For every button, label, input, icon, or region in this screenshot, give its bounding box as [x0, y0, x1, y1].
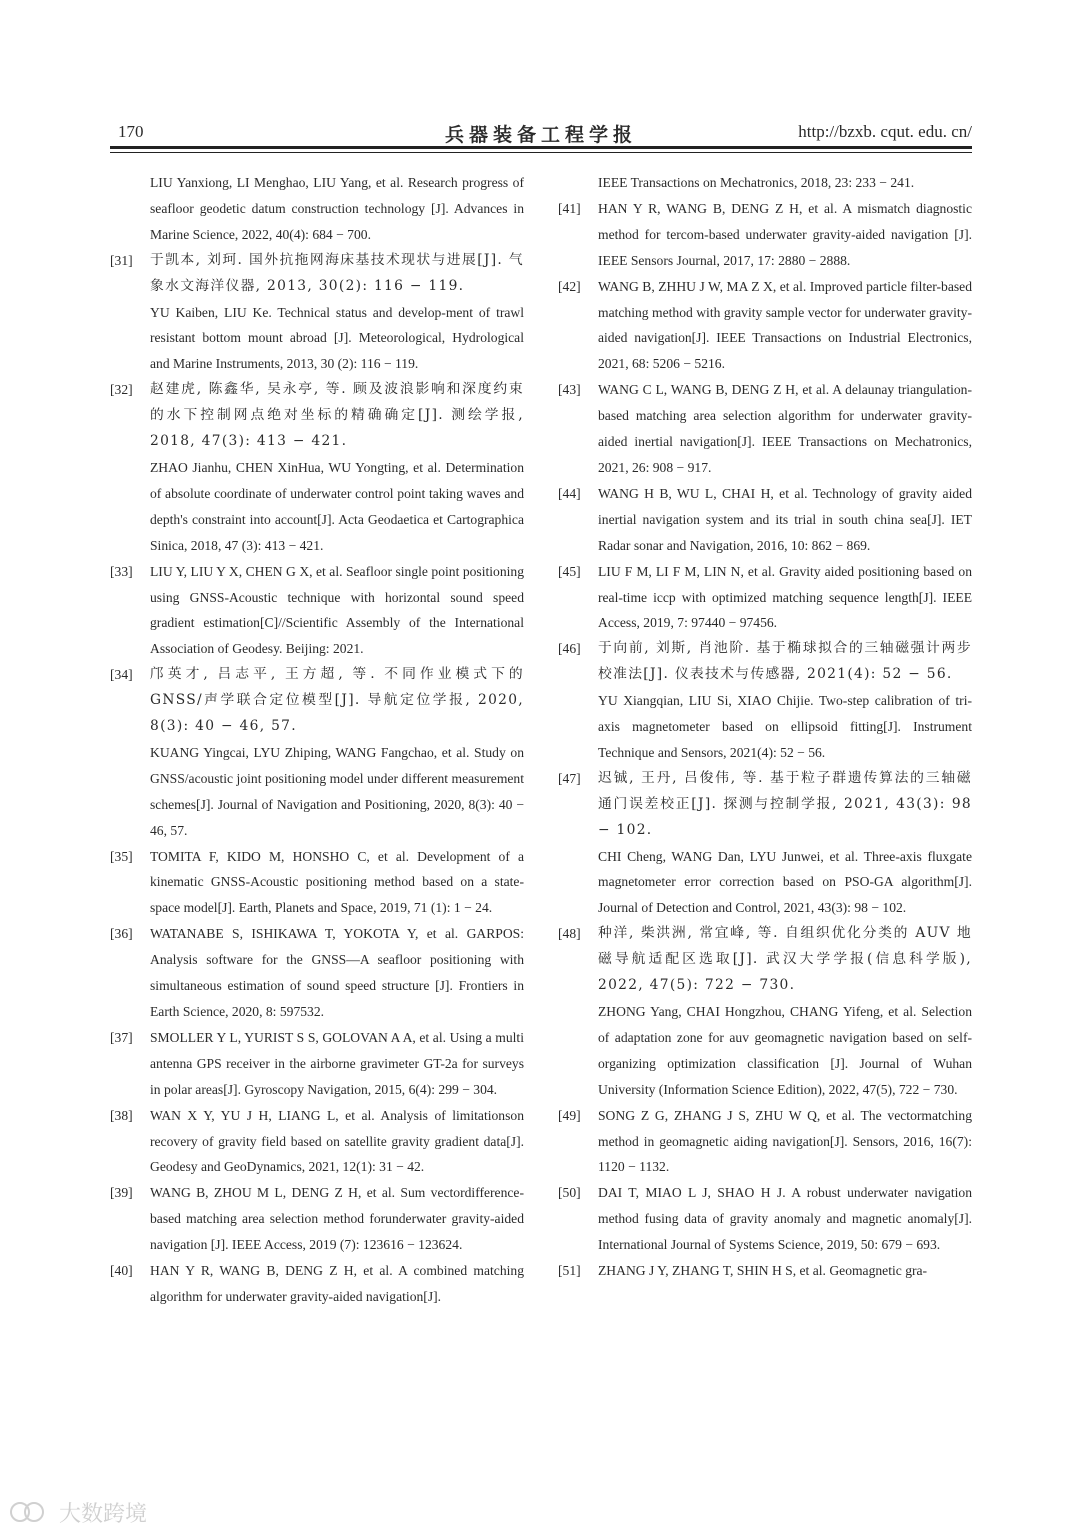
reference-text: LIU Y, LIU Y X, CHEN G X, et al. Seafloor single point positioning using GNSS-Acoustic technique with horizontal sound speed gradient estimation[C]//Scientific Assembly of the International Association of Geodesy. Beijing: 2021.: [150, 563, 524, 657]
reference-number: [35]: [110, 848, 133, 864]
reference-number: [41]: [558, 200, 581, 216]
reference-number: [34]: [110, 667, 133, 683]
reference-number: [37]: [110, 1029, 133, 1045]
reference-text: HAN Y R, WANG B, DENG Z H, et al. A combined matching algorithm for underwater gravity-aided navigation[J].: [150, 1263, 524, 1304]
reference-number: [43]: [558, 382, 581, 398]
reference-entry: [110, 1025, 524, 1103]
reference-entry: [558, 921, 972, 1102]
reference-entry: [558, 481, 972, 559]
reference-text-chinese: 赵建虎, 陈鑫华, 吴永亭, 等. 顾及波浪影响和深度约束的水下控制网点绝对坐标的精确确定[J]. 测绘学报, 2018, 47(3): 413 − 421.: [150, 381, 524, 450]
reference-text: CHI Cheng, WANG Dan, LYU Junwei, et al. Three-axis fluxgate magnetometer error correction based on PSO-GA algorithm[J]. Journal of Detection and Control, 2021, 43(3): 98 − 102.: [598, 848, 972, 916]
reference-number: [47]: [558, 770, 581, 786]
header-rule-thin: [110, 152, 972, 153]
reference-text: KUANG Yingcai, LYU Zhiping, WANG Fangchao, et al. Study on GNSS/acoustic joint positioning model under different measurement schemes[J]. Journal of Navigation and Positioning, 2020, 8(3): 40 − 46, 57.: [150, 744, 524, 838]
reference-number: [48]: [558, 926, 581, 942]
reference-text-chinese: 迟铖, 王丹, 吕俊伟, 等. 基于粒子群遗传算法的三轴磁通门误差校正[J]. 探测与控制学报, 2021, 43(3): 98 − 102.: [598, 769, 972, 838]
reference-text: ZHANG J Y, ZHANG T, SHIN H S, et al. Geomagnetic gra-: [598, 1263, 928, 1279]
reference-entry: [558, 274, 972, 378]
reference-number: [40]: [110, 1263, 133, 1279]
reference-entry: [110, 1258, 524, 1310]
reference-text-chinese: 于向前, 刘斯, 肖池阶. 基于椭球拟合的三轴磁强计两步校准法[J]. 仪表技术与传感器, 2021(4): 52 − 56.: [598, 640, 972, 683]
reference-entry: [558, 766, 972, 921]
reference-entry: [110, 662, 524, 843]
reference-number: [36]: [110, 926, 133, 942]
reference-number: [39]: [110, 1185, 133, 1201]
reference-text: YU Xiangqian, LIU Si, XIAO Chijie. Two-step calibration of tri-axis magnetometer based on ellipsoid fitting[J]. Instrument Technique and Sensors, 2021(4): 52 − 56.: [598, 693, 972, 760]
journal-title: 兵器装备工程学报: [444, 125, 637, 146]
continuation-text: IEEE Transactions on Mechatronics, 2018, 23: 233 − 241.: [598, 175, 915, 190]
reference-entry: [110, 921, 524, 1025]
reference-text: WANG B, ZHOU M L, DENG Z H, et al. Sum vectordifference-based matching area selection method forunderwater gravity-aided navigation [J]. IEEE Access, 2019 (7): 123616 − 123624.: [150, 1185, 524, 1253]
reference-number: [46]: [558, 641, 581, 657]
reference-number: [51]: [558, 1263, 581, 1279]
reference-entry: [558, 559, 972, 637]
continuation-block: [558, 170, 972, 196]
reference-entry: [558, 1103, 972, 1181]
watermark: [8, 1497, 147, 1530]
reference-text-chinese: 种洋, 柴洪洲, 常宜峰, 等. 自组织优化分类的 AUV 地磁导航适配区选取[J]. 武汉大学学报(信息科学版), 2022, 47(5): 722 − 730.: [598, 925, 972, 994]
reference-entry: [110, 1180, 524, 1258]
reference-text: DAI T, MIAO L J, SHAO H J. A robust underwater navigation method fusing data of gravity anomaly and magnetic anomaly[J]. International Journal of Systems Science, 2019, 50: 679 − 693.: [598, 1185, 972, 1253]
right-column: [558, 170, 972, 1284]
reference-entry: [110, 1103, 524, 1181]
reference-text: SMOLLER Y L, YURIST S S, GOLOVAN A A, et al. Using a multi antenna GPS receiver in the airborne gravimeter GT-2a for surveys in polar areas[J]. Gyroscopy Navigation, 2015, 6(4): 299 − 304.: [150, 1029, 524, 1097]
reference-number: [33]: [110, 563, 133, 579]
reference-text-chinese: 于凯本, 刘珂. 国外抗拖网海床基技术现状与进展[J]. 气象水文海洋仪器, 2013, 30(2): 116 − 119.: [150, 251, 524, 294]
reference-number: [45]: [558, 563, 581, 579]
reference-text: YU Kaiben, LIU Ke. Technical status and develop-ment of trawl resistant bottom mount abroad [J]. Meteorological, Hydrological and Marine Instruments, 2013, 30 (2): 116 − 119.: [150, 304, 524, 372]
reference-number: [38]: [110, 1107, 133, 1123]
header-rule-thick: [110, 146, 972, 149]
reference-entry: [558, 196, 972, 274]
right-reference-list: [558, 196, 972, 1284]
reference-number: [44]: [558, 485, 581, 501]
reference-text: LIU F M, LI F M, LIN N, et al. Gravity aided positioning based on real-time iccp with optimized matching sequence length[J]. IEEE Access, 2019, 7: 97440 − 97456.: [598, 563, 972, 631]
reference-number: [32]: [110, 382, 133, 398]
continuation-block: [110, 170, 524, 248]
reference-entry: [110, 248, 524, 378]
reference-number: [42]: [558, 278, 581, 294]
reference-entry: [110, 377, 524, 558]
reference-entry: [558, 377, 972, 481]
reference-number: [49]: [558, 1107, 581, 1123]
reference-number: [50]: [558, 1185, 581, 1201]
reference-text: ZHAO Jianhu, CHEN XinHua, WU Yongting, et al. Determination of absolute coordinate of underwater control point taking waves and depth's constraint into account[J]. Acta Geodaetica et Cartographica Sinica, 2018, 47 (3): 413 − 421.: [150, 459, 524, 553]
reference-number: [31]: [110, 252, 133, 268]
watermark-logo-icon: [8, 1500, 48, 1530]
reference-text: WATANABE S, ISHIKAWA T, YOKOTA Y, et al. GARPOS: Analysis software for the GNSS—A seafloor positioning with simultaneous estimation of sound speed structure [J]. Frontiers in Earth Science, 2020, 8: 597532.: [150, 926, 524, 1019]
watermark-text: 大数跨境: [59, 1502, 148, 1527]
reference-entry: [558, 1180, 972, 1258]
reference-text: WANG H B, WU L, CHAI H, et al. Technology of gravity aided inertial navigation system and its trial in south china sea[J]. IET Radar sonar and Navigation, 2016, 10: 862 − 869.: [598, 485, 972, 553]
reference-entry: [558, 1258, 972, 1284]
reference-text: WANG C L, WANG B, DENG Z H, et al. A delaunay triangulation-based matching area selection algorithm for underwater gravity-aided inertial navigation[J]. IEEE Transactions on Mechatronics, 2021, 26: 908 − 917.: [598, 382, 972, 475]
reference-text: ZHONG Yang, CHAI Hongzhou, CHANG Yifeng, et al. Selection of adaptation zone for auv geomagnetic navigation based on self-organizing optimization classification [J]. Journal of Wuhan University (Information Science Edition), 2022, 47(5), 722 − 730.: [598, 1004, 972, 1097]
reference-text: WAN X Y, YU J H, LIANG L, et al. Analysis of limitationson recovery of gravity field based on satellite gravity gradient data[J]. Geodesy and GeoDynamics, 2021, 12(1): 31 − 42.: [150, 1107, 524, 1175]
page-number: 170: [118, 122, 144, 141]
reference-text: HAN Y R, WANG B, DENG Z H, et al. A mismatch diagnostic method for tercom-based underwater gravity-aided navigation [J]. IEEE Sensors Journal, 2017, 17: 2880 − 2888.: [598, 200, 972, 268]
reference-text: SONG Z G, ZHANG J S, ZHU W Q, et al. The vectormatching method in geomagnetic aiding navigation[J]. Sensors, 2016, 16(7): 1120 − 1132.: [598, 1107, 972, 1175]
journal-url[interactable]: http://bzxb. cqut. edu. cn/: [798, 122, 972, 141]
continuation-text: LIU Yanxiong, LI Menghao, LIU Yang, et al. Research progress of seafloor geodetic datum construction technology [J]. Advances in Marine Science, 2022, 40(4): 684 − 700.: [150, 175, 524, 242]
reference-entry: [110, 844, 524, 922]
reference-entry: [558, 636, 972, 766]
left-reference-list: [110, 248, 524, 1310]
reference-entry: [110, 559, 524, 663]
reference-text-chinese: 邝英才, 吕志平, 王方超, 等. 不同作业模式下的 GNSS/声学联合定位模型[J]. 导航定位学报, 2020, 8(3): 40 − 46, 57.: [150, 666, 524, 735]
left-column: [110, 170, 524, 1310]
reference-text: WANG B, ZHHU J W, MA Z X, et al. Improved particle filter-based matching method with gravity sample vector for underwater gravity-aided navigation[J]. IEEE Transactions on Industrial Electronics, 2021, 68: 5206 − 5216.: [598, 278, 972, 372]
reference-text: TOMITA F, KIDO M, HONSHO C, et al. Development of a kinematic GNSS-Acoustic positioning method based on a state-space model[J]. Earth, Planets and Space, 2019, 71 (1): 1 − 24.: [150, 848, 524, 916]
